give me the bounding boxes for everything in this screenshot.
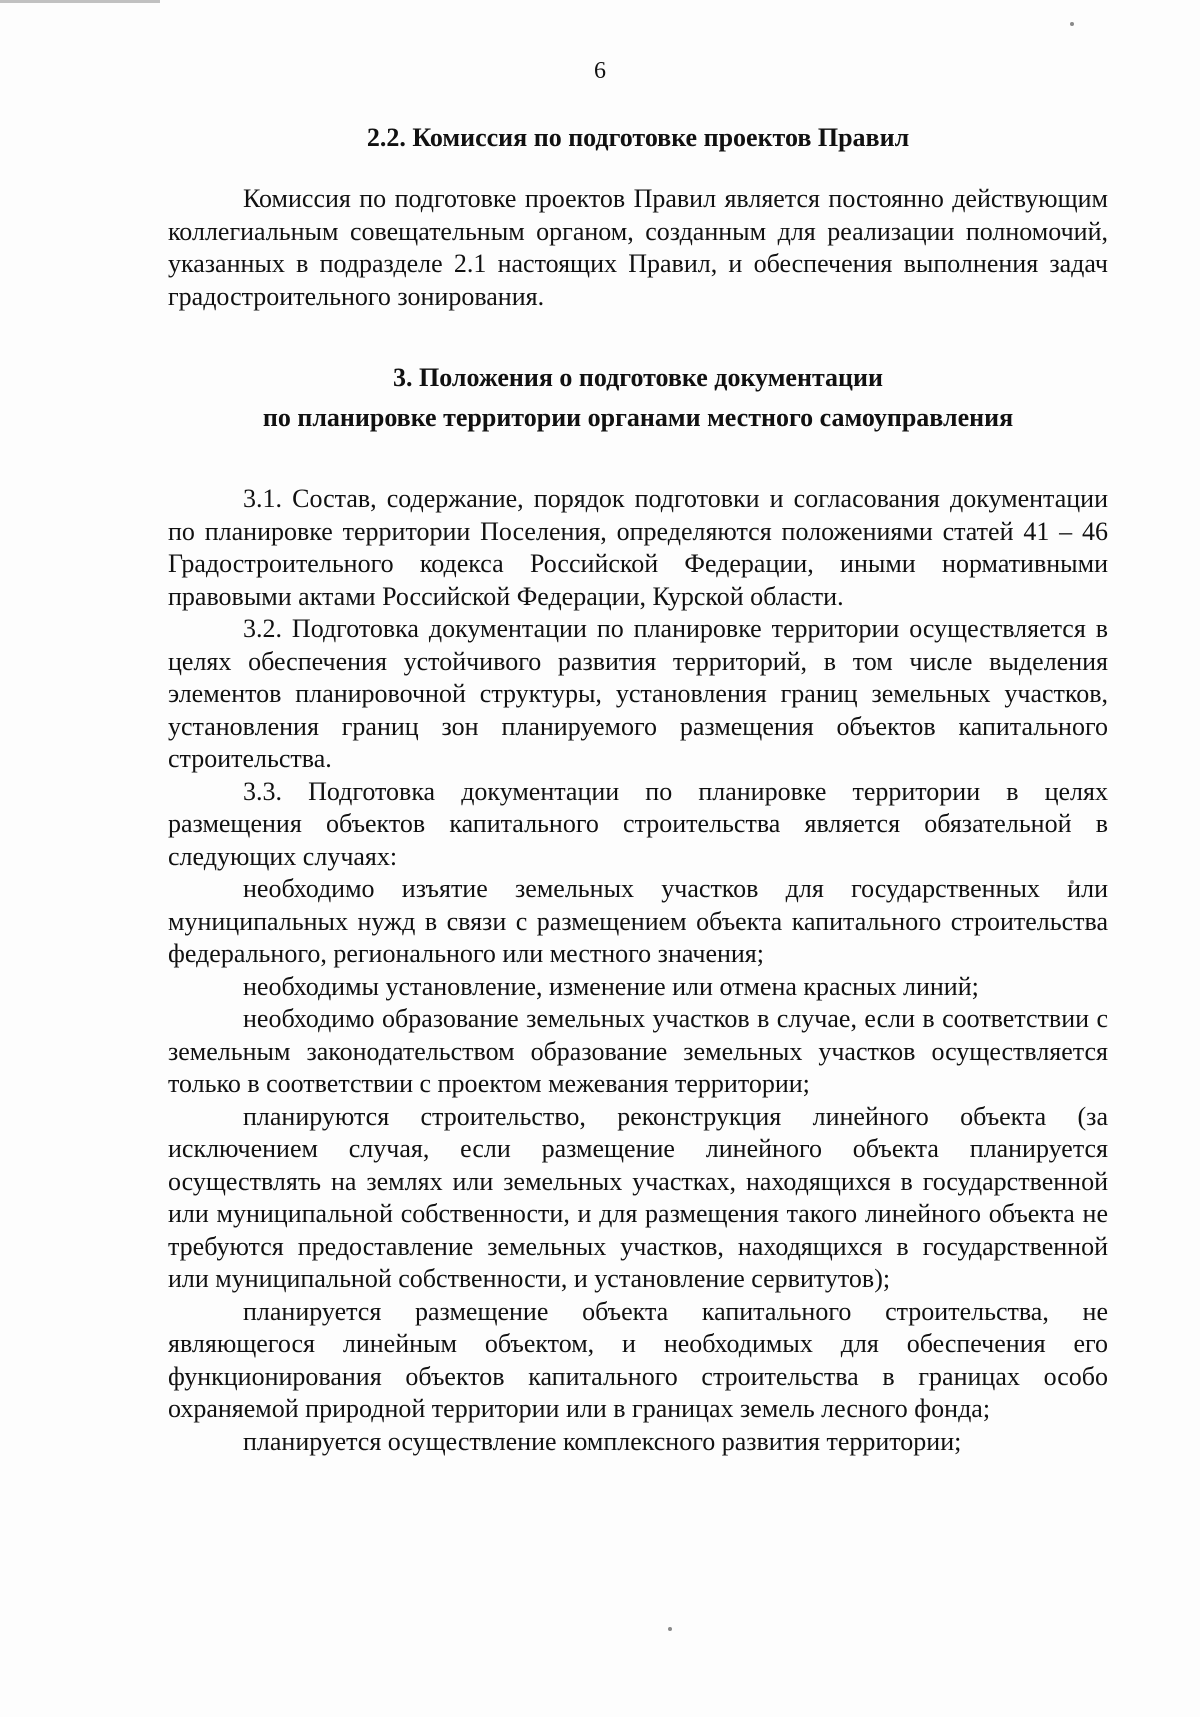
section-heading-line-1: 3. Положения о подготовке документации	[393, 363, 883, 392]
section-heading	[168, 358, 1108, 438]
paragraph: 3.2. Подготовка документации по планировке территории осуществляется в целях обеспечения устойчивого развития территорий, в том числе выделения элементов планировочной структуры, установления границ земельных участков, установления границ зон планируемого размещения объектов капитального строительства.	[168, 614, 1108, 773]
scan-speck	[668, 1627, 672, 1631]
list-item: необходимо образование земельных участков в случае, если в соответствии с земельным законодательством образование земельных участков осуществляется только в соответствии с проектом межевания территории;	[168, 1004, 1108, 1098]
list-item: планируется осуществление комплексного развития территории;	[243, 1426, 962, 1456]
scan-artifact	[0, 0, 160, 3]
section-2-2-heading-block	[168, 118, 1108, 158]
section-2-2-body	[168, 183, 1108, 313]
list-item: планируются строительство, реконструкция линейного объекта (за исключением случая, если размещение линейного объекта планируется осуществлять на землях или земельных участках, находящихся в государственной или муниципальной собственности, и для размещения такого линейного объекта не требуются предоставление земельных участков, находящихся в государственной или муниципальной собственности, и установление сервитутов);	[168, 1101, 1108, 1293]
scan-speck	[1070, 22, 1074, 26]
section-3-heading-block	[168, 358, 1108, 438]
list-item: планируется размещение объекта капитального строительства, не являющегося линейным объектом, и необходимых для обеспечения его функционирования объектов капитального строительства в границах особо охраняемой природной территории или в границах земель лесного фонда;	[168, 1296, 1108, 1423]
paragraph: 3.3. Подготовка документации по планировке территории в целях размещения объектов капитального строительства является обязательной в следующих случаях:	[168, 776, 1108, 871]
section-3-body	[168, 483, 1108, 1458]
section-heading: 2.2. Комиссия по подготовке проектов Правил	[366, 123, 910, 152]
paragraph: Комиссия по подготовке проектов Правил является постоянно действующим коллегиальным совещательным органом, созданным для реализации полномочий, указанных в подразделе 2.1 настоящих Правил, и обеспечения выполнения задач градостроительного зонирования.	[168, 184, 1108, 311]
list-item: необходимо изъятие земельных участков для государственных или муниципальных нужд в связи с размещением объекта капитального строительства федерального, регионального или местного значения;	[168, 874, 1108, 968]
section-heading-line-2: по планировке территории органами местного самоуправления	[262, 403, 1014, 432]
page-number: 6	[594, 58, 606, 84]
list-item: необходимы установление, изменение или отмена красных линий;	[243, 971, 979, 1001]
paragraph: 3.1. Состав, содержание, порядок подготовки и согласования документации по планировке территории Поселения, определяются положениями статей 41 – 46 Градостроительного кодекса Российской Федерации, иными нормативными правовыми актами Российской Федерации, Курской области.	[168, 484, 1108, 611]
